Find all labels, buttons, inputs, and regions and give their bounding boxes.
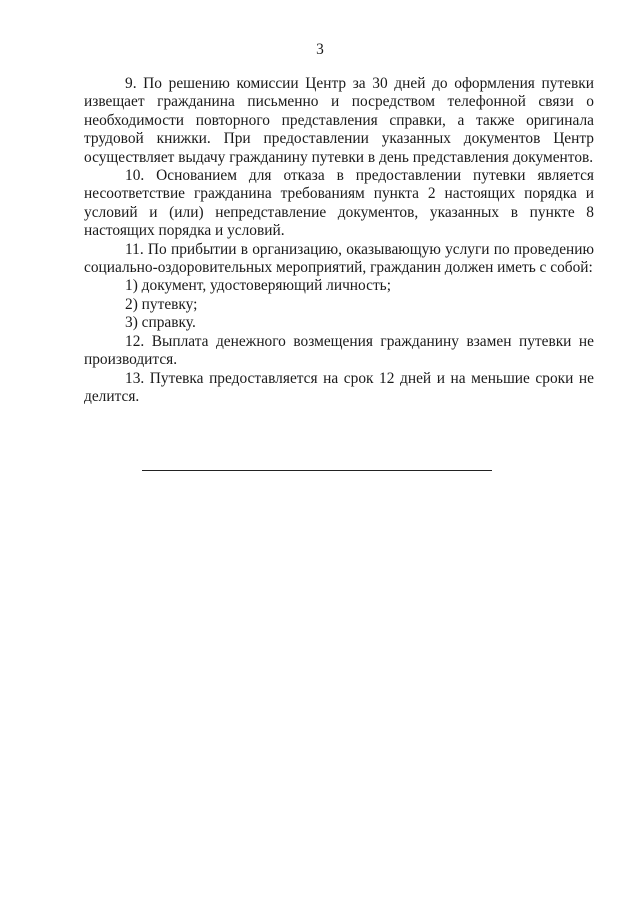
- paragraph-10: 10. Основанием для отказа в предоставлении путевки является несоответствие гражданина требованиям пункта 2 настоящих порядка и условий и (или) непредставление документов, указанных в пункте 8 настоящих порядка и условий.: [84, 167, 594, 240]
- closing-rule: [142, 470, 492, 471]
- paragraph-12: 12. Выплата денежного возмещения гражданину взамен путевки не производится.: [84, 332, 594, 369]
- list-item-certificate: 3) справку.: [125, 314, 196, 332]
- list-item-document: 1) документ, удостоверяющий личность;: [125, 277, 391, 295]
- paragraph-9: 9. По решению комиссии Центр за 30 дней до оформления путевки извещает гражданина письменно и посредством телефонной связи о необходимости повторного представления справки, а также оригинала трудовой книжки. При предоставлении указанных документов Центр осуществляет выдачу гражданину путевки в день представления документов.: [84, 75, 594, 166]
- document-body: [84, 75, 594, 406]
- paragraph-13: 13. Путевка предоставляется на срок 12 дней и на меньшие сроки не делится.: [84, 369, 594, 405]
- list-item-voucher: 2) путевку;: [125, 295, 198, 313]
- paragraph-11: 11. По прибытии в организацию, оказывающую услуги по проведению социально-оздоровительных мероприятий, гражданин должен иметь с собой:: [84, 240, 594, 277]
- page-number: 3: [316, 41, 324, 58]
